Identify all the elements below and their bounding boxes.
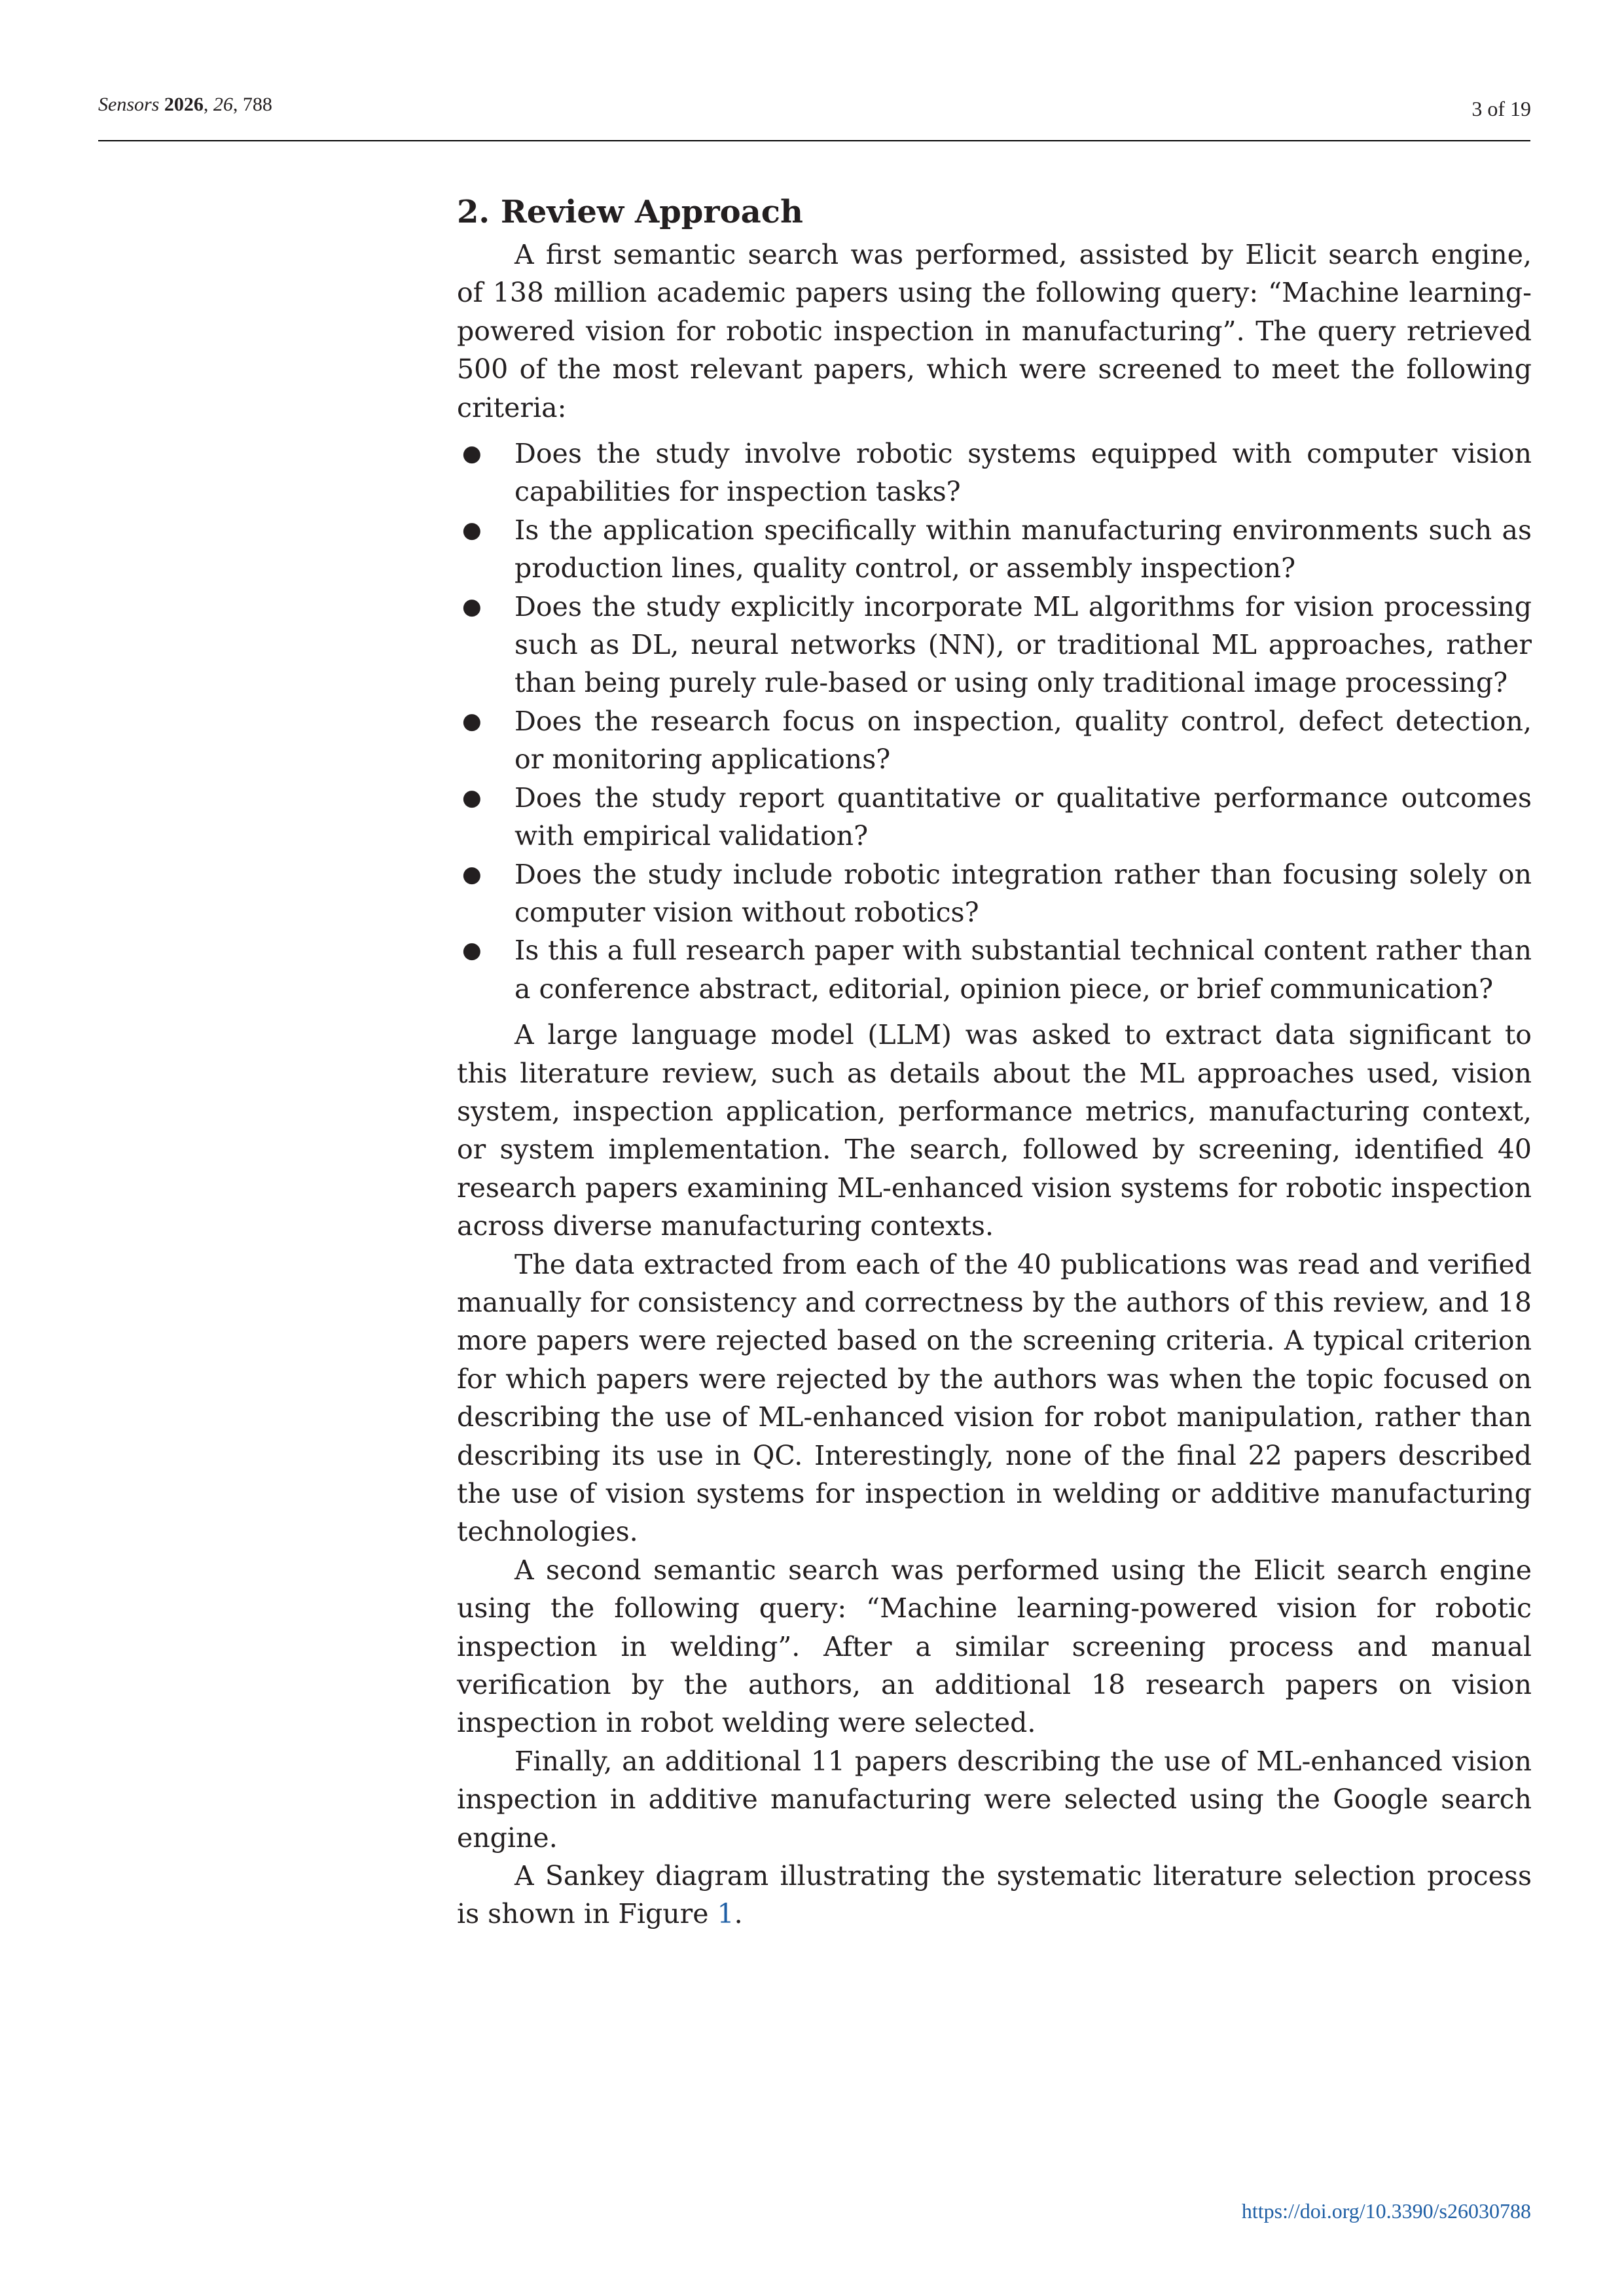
journal-year: 2026 <box>164 94 204 115</box>
bullet-icon: ● <box>462 937 482 964</box>
bullet-icon: ● <box>462 708 482 734</box>
doi-link[interactable]: https://doi.org/10.3390/s26030788 <box>1241 2199 1531 2223</box>
sankey-paragraph: A Sankey diagram illustrating the systematic literature selection process is shown in Figure 1. <box>457 1860 1532 1930</box>
bullet-icon: ● <box>462 784 482 811</box>
journal-name: Sensors <box>98 94 160 115</box>
list-item: ● Does the study explicitly incorporate ML algorithms for vision processing such as DL, neural networks (NN), or traditional ML approaches, rather than being purely rule-based or using only traditional image processing? <box>457 588 1532 702</box>
bullet-icon: ● <box>462 861 482 888</box>
figure-link[interactable]: 1 <box>717 1898 734 1930</box>
running-header: Sensors 2026, 26, 788 <box>98 94 272 115</box>
list-item: ● Is the application specifically within manufacturing environments such as production lines, quality control, or assembly inspection? <box>457 511 1532 588</box>
final-search-paragraph: Finally, an additional 11 papers describing the use of ML-enhanced vision inspection in additive manufacturing were selected using the Google search engine. <box>457 1745 1532 1854</box>
list-item: ● Does the study report quantitative or qualitative performance outcomes with empirical validation? <box>457 779 1532 855</box>
journal-volume: 26 <box>213 94 233 115</box>
list-item: ● Does the research focus on inspection, quality control, defect detection, or monitoring applications? <box>457 702 1532 779</box>
bullet-icon: ● <box>462 593 482 620</box>
bullet-icon: ● <box>462 516 482 543</box>
intro-paragraph: A first semantic search was performed, assisted by Elicit search engine, of 138 million academic papers using the following query: “Machine learning-powered vision for robotic inspection in manufacturing”. The query retrieved 500 of the most relevant papers, which were screened to meet the following criteria: <box>457 239 1532 423</box>
verification-paragraph: The data extracted from each of the 40 publications was read and verified manually for consistency and correctness by the authors of this review, and 18 more papers were rejected based on the screening criteria. A typical criterion for which papers were rejected by the authors was when the topic focused on describing the use of ML-enhanced vision for robot manipulation, rather than describing its use in QC. Interestingly, none of the final 22 papers described the use of vision systems for inspection in welding or additive manufacturing technologies. <box>457 1248 1532 1548</box>
list-item: ● Is this a full research paper with substantial technical content rather than a conference abstract, editorial, opinion piece, or brief communication? <box>457 931 1532 1008</box>
section-title: 2. Review Approach <box>457 194 803 230</box>
list-item: ● Does the study include robotic integration rather than focusing solely on computer vision without robotics? <box>457 855 1532 932</box>
article-number: 788 <box>242 94 272 115</box>
second-search-paragraph: A second semantic search was performed using the Elicit search engine using the following query: “Machine learning-powered vision for robotic inspection in welding”. After a similar screening process and manual verification by the authors, an additional 18 research papers on vision inspection in robot welding were selected. <box>457 1554 1532 1739</box>
criteria-list <box>457 435 1532 1008</box>
main-content <box>457 188 1532 1933</box>
bullet-icon: ● <box>462 440 482 467</box>
header-divider <box>98 140 1530 141</box>
list-item: ● Does the study involve robotic systems equipped with computer vision capabilities for inspection tasks? <box>457 435 1532 511</box>
page-number: 3 of 19 <box>1471 97 1531 120</box>
llm-paragraph: A large language model (LLM) was asked to extract data significant to this literature review, such as details about the ML approaches used, vision system, inspection application, performance metrics, manufacturing context, or system implementation. The search, followed by screening, identified 40 research papers examining ML-enhanced vision systems for robotic inspection across diverse manufacturing contexts. <box>457 1019 1532 1242</box>
